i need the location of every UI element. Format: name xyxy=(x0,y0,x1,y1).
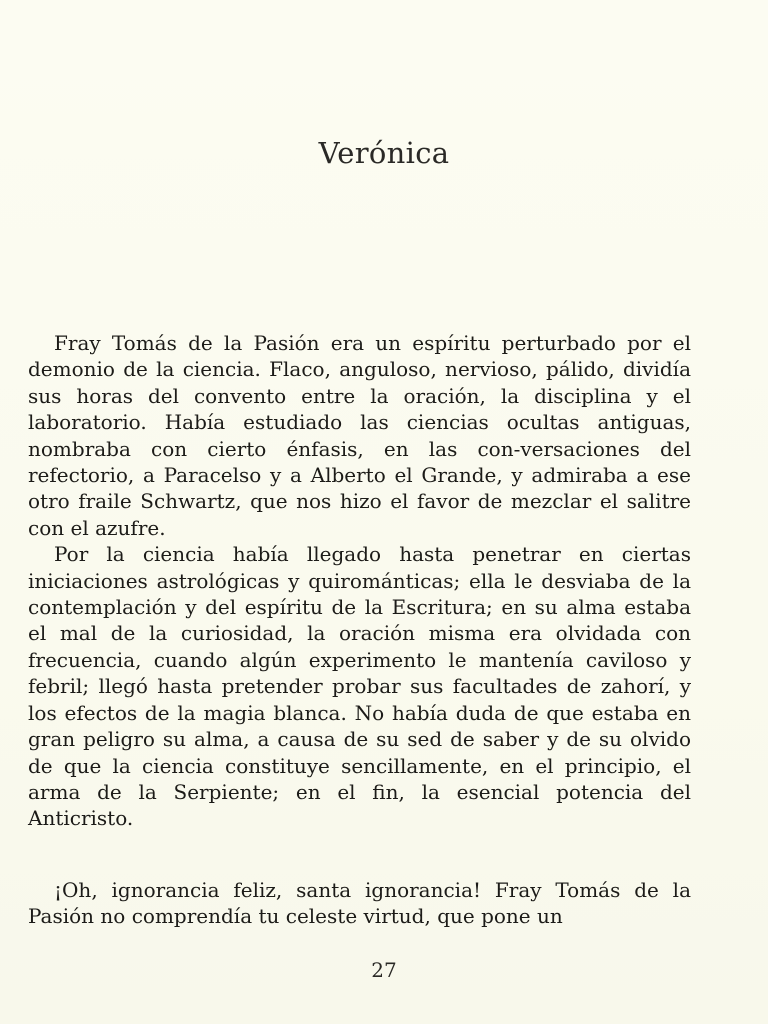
page-number: 27 xyxy=(371,958,397,982)
paragraph-3: ¡Oh, ignorancia feliz, santa ignorancia! Fray Tomás de la Pasión no comprendía tu celeste virtud, que pone un xyxy=(28,878,691,929)
main-text-block xyxy=(28,330,691,832)
paragraph-2: Por la ciencia había llegado hasta penetrar en ciertas iniciaciones astrológicas y quirománticas; ella le desviaba de la contemplación y del espíritu de la Escritura; en su alma estaba el mal de la curiosidad, la oración misma era olvidada con frecuencia, cuando algún experimento le mantenía caviloso y febril; llegó hasta pretender probar sus facultades de zahorí, y los efectos de la magia blanca. No había duda de que estaba en gran peligro su alma, a causa de su sed de saber y de su olvido de que la ciencia constituye sencillamente, en el principio, el arma de la Serpiente; en el fin, la esencial potencia del Anticristo. xyxy=(28,542,691,831)
chapter-title: Verónica xyxy=(318,136,450,170)
paragraph-1: Fray Tomás de la Pasión era un espíritu perturbado por el demonio de la ciencia. Flaco, anguloso, nervioso, pálido, dividía sus horas del convento entre la oración, la disciplina y el laboratorio. Había estudiado las ciencias ocultas antiguas, nombraba con cierto énfasis, en las con-versaciones del refectorio, a Paracelso y a Alberto el Grande, y admiraba a ese otro fraile Schwartz, que nos hizo el favor de mezclar el salitre con el azufre. xyxy=(28,331,691,540)
continuation-text-block xyxy=(28,877,691,930)
